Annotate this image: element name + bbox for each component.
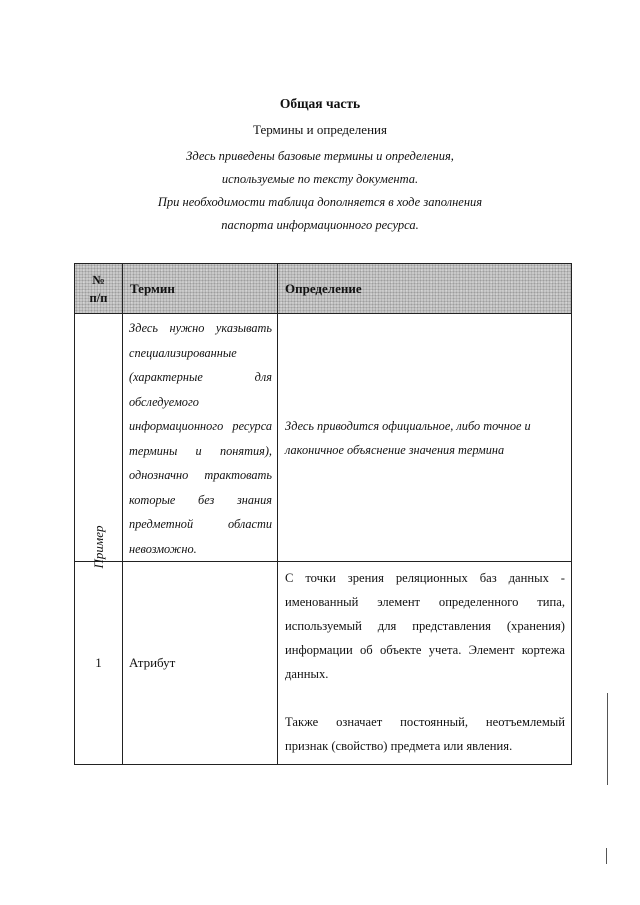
column-header-number — [75, 264, 123, 314]
intro-note-line: паспорта информационного ресурса. — [221, 218, 419, 232]
table-row — [75, 562, 572, 765]
example-row — [75, 314, 572, 562]
example-label-cell — [75, 314, 123, 569]
row-number: 1 — [75, 562, 123, 765]
section-title: Общая часть — [279, 96, 361, 111]
section-subtitle: Термины и определения — [253, 122, 387, 137]
scan-edge-mark — [606, 848, 607, 864]
table-header-row — [75, 264, 572, 314]
terms-table — [74, 263, 572, 765]
column-header-number-abbr: п/п — [89, 290, 108, 305]
example-label: Пример — [90, 525, 106, 569]
column-header-number-symbol: № — [92, 272, 105, 287]
column-header-definition: Определение — [278, 264, 572, 314]
row-definition — [278, 562, 572, 765]
row-definition-paragraph: С точки зрения реляционных баз данных - именованный элемент определенного типа, используемый для представления (хранения) информации об объекте учета. Элемент кортежа данных. — [285, 571, 565, 681]
intro-note-line: При необходимости таблица дополняется в ходе заполнения — [157, 195, 483, 209]
example-definition-cell: Здесь приводится официальное, либо точное и лаконичное объяснение значения термина — [278, 314, 572, 562]
row-term: Атрибут — [123, 562, 278, 765]
intro-note-line: используемые по тексту документа. — [221, 172, 419, 186]
row-definition-paragraph: Также означает постоянный, неотъемлемый признак (свойство) предмета или явления. — [285, 715, 565, 753]
example-term-cell: Здесь нужно указывать специализированные (характерные для обследуемого информационного ресурса термины и понятия), однозначно трактовать которые без знания предметной области невозможно. — [123, 314, 278, 562]
intro-note — [120, 145, 520, 237]
intro-note-line: Здесь приведены базовые термины и определения, — [186, 149, 454, 163]
scan-edge-mark — [607, 693, 608, 785]
column-header-term: Термин — [123, 264, 278, 314]
